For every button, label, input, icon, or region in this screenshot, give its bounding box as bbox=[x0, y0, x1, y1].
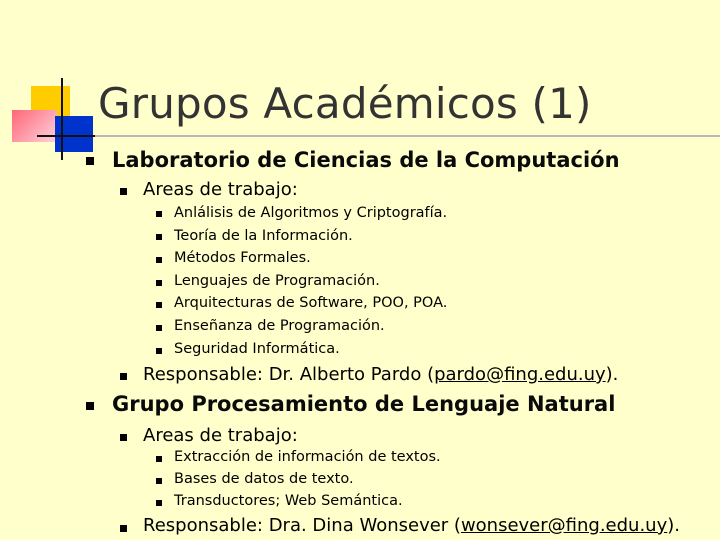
bullet-icon bbox=[156, 456, 162, 462]
area-item: Enseñanza de Programación. bbox=[174, 318, 385, 334]
email-link-wonsever[interactable]: wonsever@fing.edu.uy bbox=[460, 515, 668, 536]
area-item: Lenguajes de Programación. bbox=[174, 273, 380, 289]
bullet-icon bbox=[156, 280, 162, 286]
bullet-icon bbox=[156, 500, 162, 506]
area-item: Métodos Formales. bbox=[174, 250, 311, 266]
area-item: Extracción de información de textos. bbox=[174, 449, 441, 465]
bullet-icon bbox=[156, 257, 162, 263]
responsable-text: Responsable: Dra. Dina Wonsever ( bbox=[143, 515, 461, 536]
group-name-pln: Grupo Procesamiento de Lenguaje Natural bbox=[112, 392, 616, 416]
responsable-suffix: ). bbox=[667, 515, 680, 536]
responsable-suffix: ). bbox=[605, 364, 619, 385]
slide-title: Grupos Académicos (1) bbox=[98, 79, 592, 128]
bullet-icon bbox=[156, 348, 162, 354]
area-item: Bases de datos de texto. bbox=[174, 471, 354, 487]
group-name-lcc: Laboratorio de Ciencias de la Computación bbox=[112, 148, 620, 172]
bullet-icon bbox=[156, 325, 162, 331]
title-underline-accent bbox=[37, 135, 95, 137]
title-underline bbox=[37, 135, 720, 137]
responsable-lcc bbox=[143, 364, 618, 385]
area-item: Seguridad Informática. bbox=[174, 341, 340, 357]
bullet-icon bbox=[156, 211, 162, 217]
bullet-icon bbox=[86, 157, 94, 165]
area-item: Teoría de la Información. bbox=[174, 228, 353, 244]
bullet-icon bbox=[120, 525, 127, 532]
bullet-icon bbox=[86, 402, 94, 410]
area-item: Arquitecturas de Software, POO, POA. bbox=[174, 295, 448, 311]
logo-pink-square bbox=[12, 110, 57, 142]
bullet-icon bbox=[120, 188, 127, 195]
bullet-icon bbox=[156, 302, 162, 308]
bullet-icon bbox=[156, 478, 162, 484]
email-link-pardo[interactable]: pardo@fing.edu.uy bbox=[434, 364, 606, 385]
bullet-icon bbox=[156, 234, 162, 240]
responsable-text: Responsable: Dr. Alberto Pardo ( bbox=[143, 364, 435, 385]
area-item: Anlálisis de Algoritmos y Criptografía. bbox=[174, 205, 448, 221]
logo-vertical-line bbox=[61, 78, 63, 160]
areas-label-pln: Areas de trabajo: bbox=[143, 425, 298, 446]
bullet-icon bbox=[120, 434, 127, 441]
areas-label-lcc: Areas de trabajo: bbox=[143, 179, 298, 200]
bullet-icon bbox=[120, 373, 127, 380]
responsable-pln bbox=[143, 515, 680, 536]
area-item: Transductores; Web Semántica. bbox=[174, 493, 403, 509]
